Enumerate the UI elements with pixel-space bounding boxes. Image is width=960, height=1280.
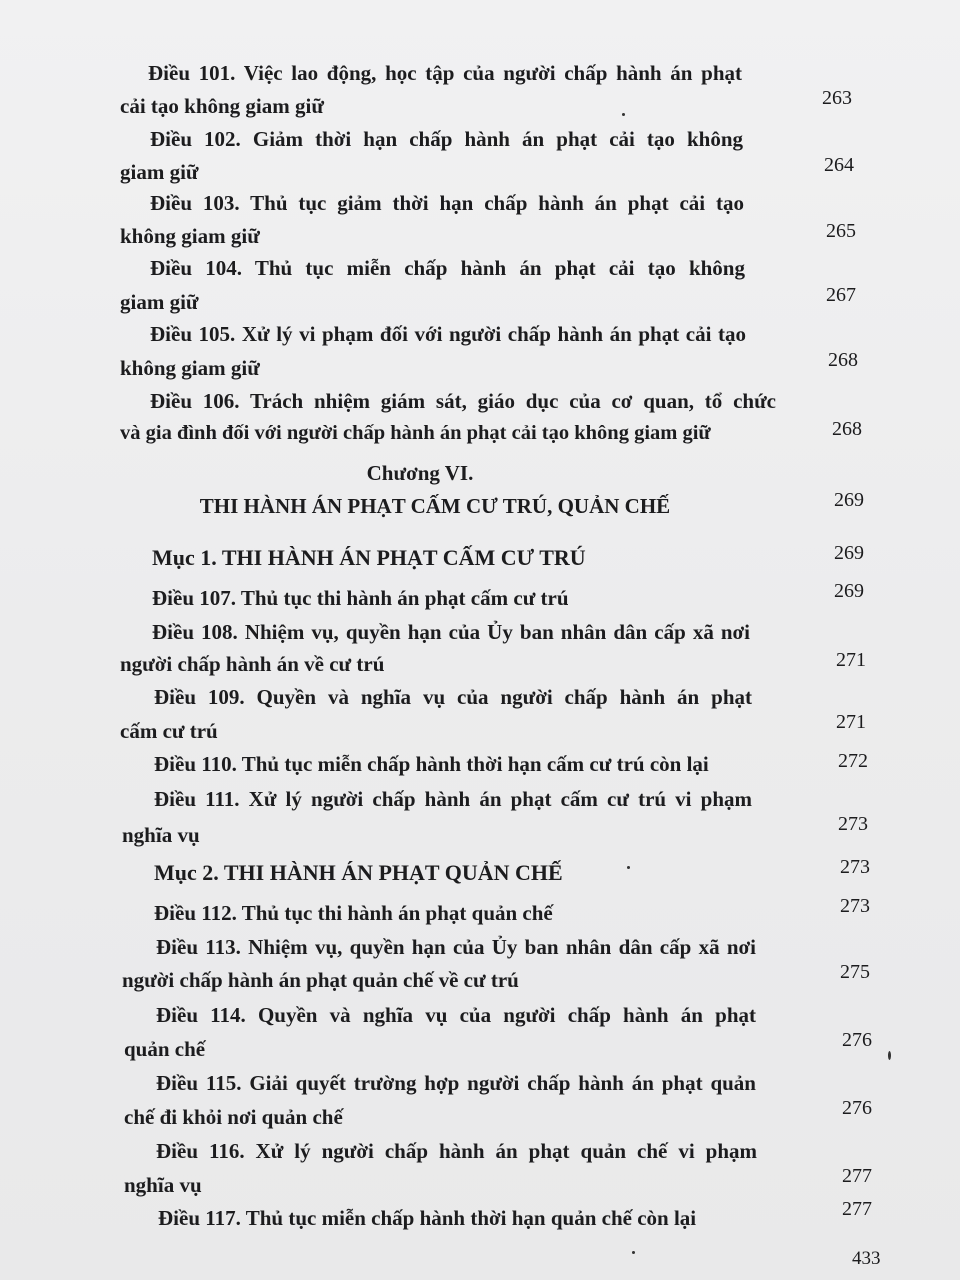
footer-page-number: 433	[852, 1248, 881, 1269]
toc-entry-108-line-2: người chấp hành án về cư trú	[120, 652, 385, 676]
toc-entry-113-line-1: Điều 113. Nhiệm vụ, quyền hạn của Ủy ban nhân dân cấp xã nơi	[156, 935, 756, 959]
toc-entry-105-line-1: Điều 105. Xử lý vi phạm đối với người chấp hành án phạt cải tạo	[150, 322, 746, 346]
toc-entry-108-line-1: Điều 108. Nhiệm vụ, quyền hạn của Ủy ban nhân dân cấp xã nơi	[152, 620, 750, 644]
toc-entry-114-page: 276	[842, 1029, 872, 1051]
toc-entry-107-page: 269	[834, 580, 864, 602]
print-speck	[627, 866, 630, 869]
chapter-page: 269	[834, 489, 864, 511]
toc-entry-115-line-2: chế đi khỏi nơi quản chế	[124, 1105, 343, 1129]
toc-entry-110-page: 272	[838, 750, 868, 772]
toc-entry-109-page: 271	[836, 711, 866, 733]
toc-entry-103-line-2: không giam giữ	[120, 224, 260, 248]
toc-entry-113-page: 275	[840, 961, 870, 983]
toc-entry-112-line-1: Điều 112. Thủ tục thi hành án phạt quản chế	[154, 901, 553, 925]
section-2-page: 273	[840, 856, 870, 878]
toc-entry-111-line-2: nghĩa vụ	[122, 823, 200, 847]
toc-entry-117-page: 277	[842, 1198, 872, 1220]
toc-entry-111-page: 273	[838, 813, 868, 835]
toc-entry-116-line-1: Điều 116. Xử lý người chấp hành án phạt quản chế vi phạm	[156, 1139, 757, 1163]
toc-entry-104-line-1: Điều 104. Thủ tục miễn chấp hành án phạt cải tạo không	[150, 256, 745, 280]
chapter-number: Chương VI.	[366, 461, 474, 485]
toc-entry-106-line-2: và gia đình đối với người chấp hành án phạt cải tạo không giam giữ	[120, 422, 711, 444]
toc-entry-112-page: 273	[840, 895, 870, 917]
toc-entry-114-line-1: Điều 114. Quyền và nghĩa vụ của người chấp hành án phạt	[156, 1003, 756, 1027]
toc-entry-116-page: 277	[842, 1165, 872, 1187]
print-speck	[888, 1051, 891, 1060]
toc-entry-105-page: 268	[828, 349, 858, 371]
print-speck	[622, 113, 625, 116]
toc-entry-106-page: 268	[832, 418, 862, 440]
toc-entry-111-line-1: Điều 111. Xử lý người chấp hành án phạt cấm cư trú vi phạm	[154, 787, 752, 811]
toc-entry-102-page: 264	[824, 154, 854, 176]
section-2-heading: Mục 2. THI HÀNH ÁN PHẠT QUẢN CHẾ	[154, 860, 563, 885]
toc-entry-115-line-1: Điều 115. Giải quyết trường hợp người chấp hành án phạt quản	[156, 1071, 756, 1095]
toc-entry-102-line-1: Điều 102. Giảm thời hạn chấp hành án phạt cải tạo không	[150, 127, 743, 151]
toc-entry-101-page: 263	[822, 87, 852, 109]
toc-entry-109-line-1: Điều 109. Quyền và nghĩa vụ của người chấp hành án phạt	[154, 685, 752, 709]
toc-entry-102-line-2: giam giữ	[120, 160, 199, 184]
toc-entry-117-line-1: Điều 117. Thủ tục miễn chấp hành thời hạn quản chế còn lại	[158, 1206, 697, 1230]
print-speck	[632, 1251, 635, 1254]
toc-entry-109-line-2: cấm cư trú	[120, 719, 218, 743]
toc-entry-103-page: 265	[826, 220, 856, 242]
toc-entry-107-line-1: Điều 107. Thủ tục thi hành án phạt cấm cư trú	[152, 586, 569, 610]
toc-entry-110-line-1: Điều 110. Thủ tục miễn chấp hành thời hạn cấm cư trú còn lại	[154, 752, 709, 776]
toc-entry-101-line-1: Điều 101. Việc lao động, học tập của người chấp hành án phạt	[148, 61, 742, 85]
toc-entry-104-page: 267	[826, 284, 856, 306]
toc-entry-103-line-1: Điều 103. Thủ tục giảm thời hạn chấp hành án phạt cải tạo	[150, 191, 744, 215]
toc-entry-106-line-1: Điều 106. Trách nhiệm giám sát, giáo dục của cơ quan, tổ chức	[150, 389, 776, 413]
toc-entry-105-line-2: không giam giữ	[120, 356, 260, 380]
section-1-heading: Mục 1. THI HÀNH ÁN PHẠT CẤM CƯ TRÚ	[152, 545, 586, 570]
chapter-title: THI HÀNH ÁN PHẠT CẤM CƯ TRÚ, QUẢN CHẾ	[199, 494, 671, 518]
toc-entry-113-line-2: người chấp hành án phạt quản chế về cư trú	[122, 968, 519, 992]
toc-entry-115-page: 276	[842, 1097, 872, 1119]
toc-entry-104-line-2: giam giữ	[120, 290, 199, 314]
section-1-page: 269	[834, 542, 864, 564]
toc-entry-108-page: 271	[836, 649, 866, 671]
toc-entry-101-line-2: cải tạo không giam giữ	[120, 94, 324, 118]
toc-entry-116-line-2: nghĩa vụ	[124, 1173, 202, 1197]
toc-entry-114-line-2: quản chế	[124, 1037, 206, 1061]
